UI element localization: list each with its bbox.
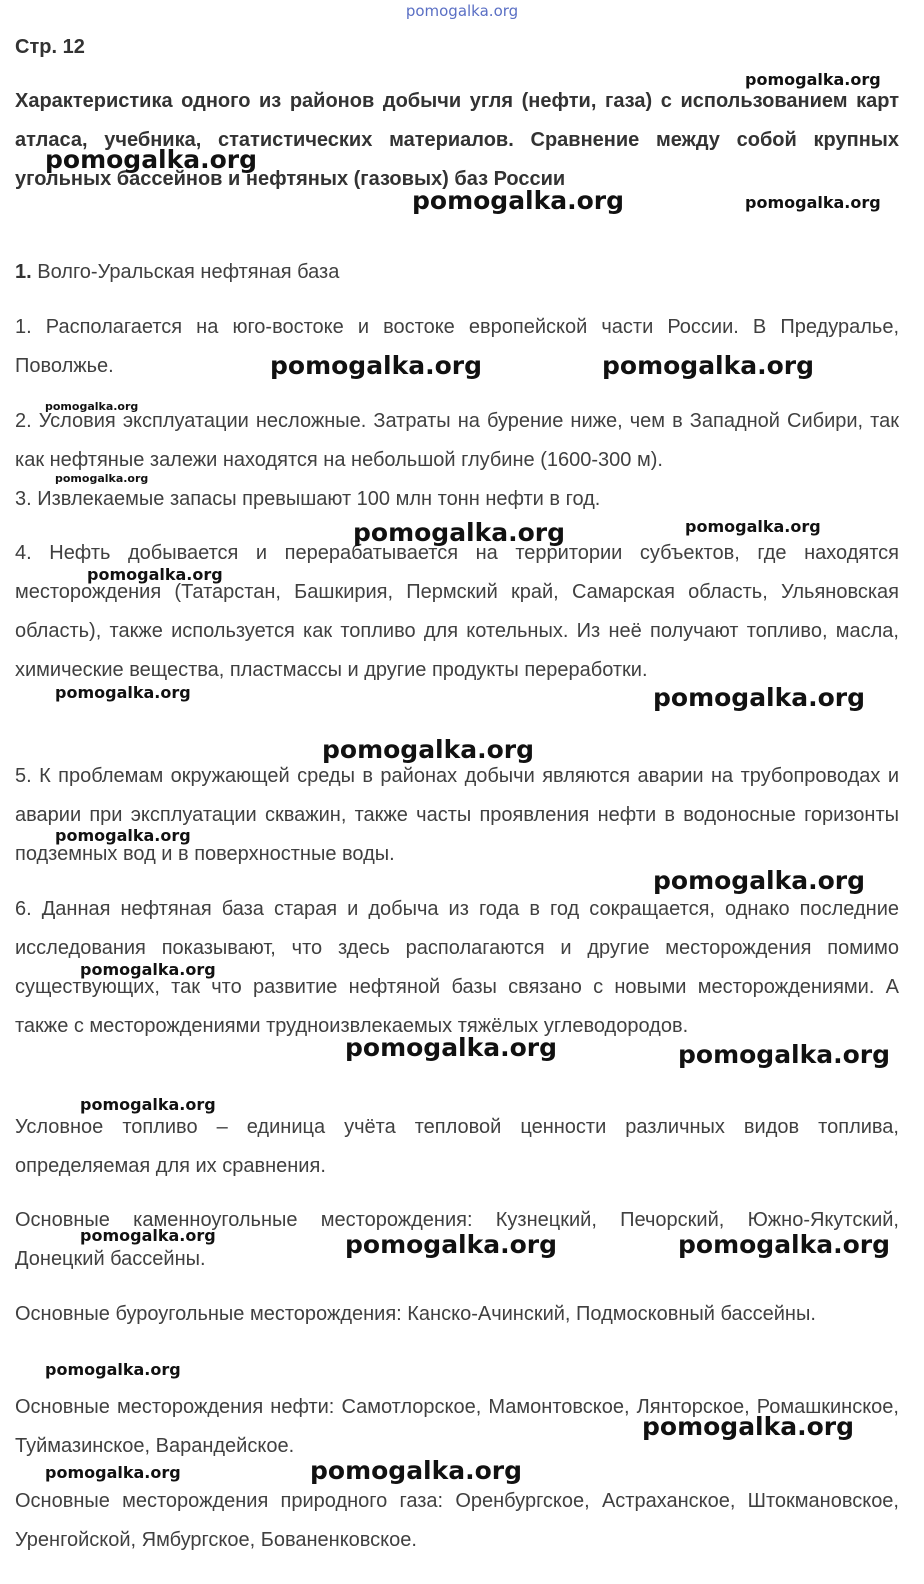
item-3: 3. Извлекаемые запасы превышают 100 млн тонн нефти в год. [15,488,601,510]
watermark: pomogalka.org [745,193,881,212]
watermark: pomogalka.org [87,565,223,584]
top-watermark: pomogalka.org [405,2,519,20]
watermark: pomogalka.org [322,735,535,764]
watermark: pomogalka.org [653,683,866,712]
deposits-hard-coal: Основные каменноугольные месторождения: Кузнецкий, Печорский, Южно-Якутский, Донецкий бассейны. [15,1209,899,1270]
item-6: 6. Данная нефтяная база старая и добыча из года в год сокращается, однако последние исследования показывают, что здесь располагаются и другие месторождения помимо существующих, так что развитие нефтяной базы связано с новыми месторождениями. А также с месторождениями трудноизвлекаемых тяжёлых углеводородов. [15,898,899,1037]
watermark: pomogalka.org [745,70,881,89]
watermark: pomogalka.org [80,1226,216,1245]
watermark: pomogalka.org [653,866,866,895]
watermark: pomogalka.org [310,1456,523,1485]
watermark: pomogalka.org [345,1230,558,1259]
page-label: Стр. 12 [15,36,85,58]
item-1: 1. Располагается на юго-востоке и востоке европейской части России. В Предуралье, Поволжье. [15,316,899,377]
item-5: 5. К проблемам окружающей среды в районах добычи являются аварии на трубопроводах и аварии при эксплуатации скважин, также часты проявления нефти в водоносные горизонты подземных вод и в поверхностные воды. [15,765,899,865]
watermark: pomogalka.org [45,1360,181,1379]
watermark: pomogalka.org [602,351,815,380]
definition-paragraph: Условное топливо – единица учёта тепловой ценности различных видов топлива, определяемая для их сравнения. [15,1116,899,1177]
watermark: pomogalka.org [55,826,191,845]
deposits-gas: Основные месторождения природного газа: Оренбургское, Астраханское, Штокмановское, Уренгойской, Ямбургское, Бованенковское. [15,1490,899,1551]
watermark: pomogalka.org [678,1040,891,1069]
watermark: pomogalka.org [45,400,139,413]
watermark: pomogalka.org [642,1412,855,1441]
watermark: pomogalka.org [685,517,821,536]
watermark: pomogalka.org [80,960,216,979]
watermark: pomogalka.org [55,472,149,485]
item-2: 2. Условия эксплуатации несложные. Затраты на бурение ниже, чем в Западной Сибири, так как нефтяные залежи находятся на небольшой глубине (1600-300 м). [15,410,899,471]
deposits-oil: Основные месторождения нефти: Самотлорское, Мамонтовское, Лянторское, Ромашкинское, Туймазинское, Варандейское. [15,1396,899,1457]
watermark: pomogalka.org [678,1230,891,1259]
task-title: Характеристика одного из районов добычи угля (нефти, газа) с использованием карт атласа, учебника, статистических материалов. Сравнение между собой крупных угольных бассейнов и нефтяных (газовых) баз России [15,90,899,190]
watermark: pomogalka.org [412,186,625,215]
watermark: pomogalka.org [45,145,258,174]
section-name: Волго-Уральская нефтяная база [31,261,340,283]
watermark: pomogalka.org [80,1095,216,1114]
deposits-brown-coal: Основные буроугольные месторождения: Канско-Ачинский, Подмосковный бассейны. [15,1303,816,1325]
watermark: pomogalka.org [270,351,483,380]
watermark: pomogalka.org [345,1033,558,1062]
section-number: 1. [15,261,32,283]
watermark: pomogalka.org [353,518,566,547]
section-heading [15,253,899,292]
watermark: pomogalka.org [55,683,191,702]
watermark: pomogalka.org [45,1463,181,1482]
item-4: 4. Нефть добывается и перерабатывается на территории субъектов, где находятся месторождения (Татарстан, Башкирия, Пермский край, Самарская область, Ульяновская область), также используется как топливо для котельных. Из неё получают топливо, масла, химические вещества, пластмассы и другие продукты переработки. [15,542,899,681]
